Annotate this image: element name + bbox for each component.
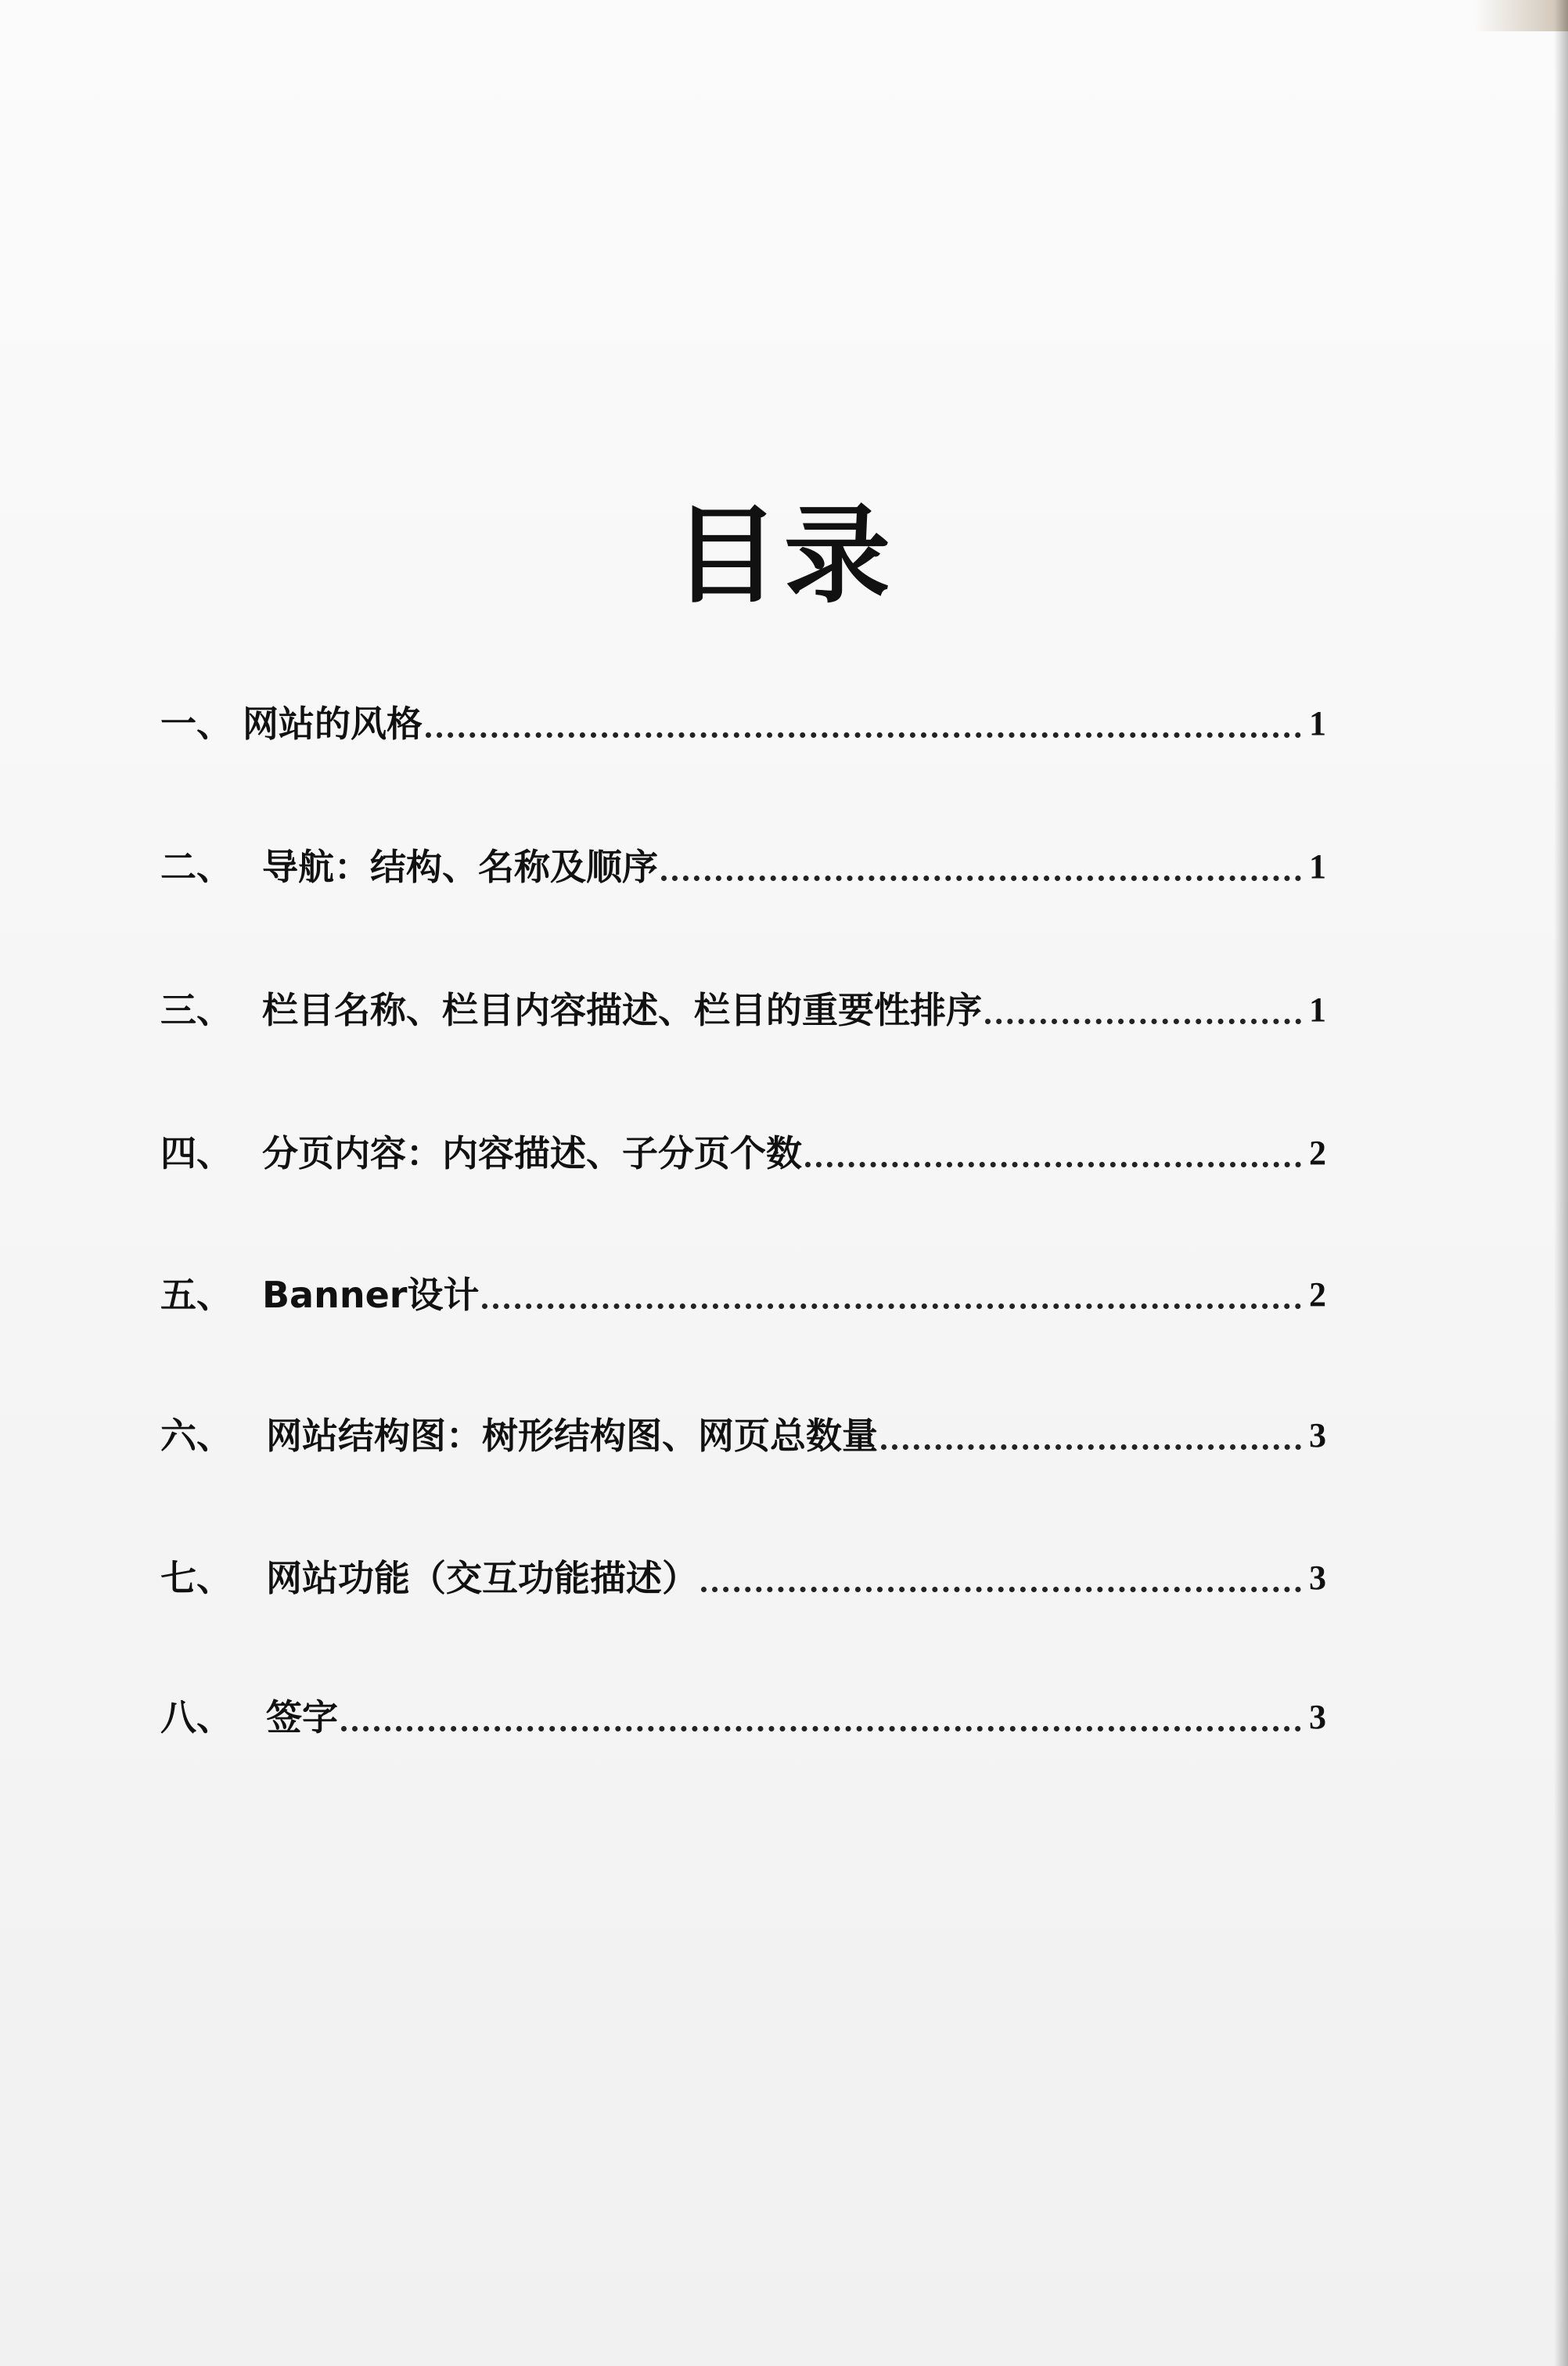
toc-entry-text: 网站结构图：树形结构图、网页总数量	[266, 1415, 878, 1457]
toc-entry-text: 分页内容：内容描述、子分页个数	[262, 1132, 802, 1174]
toc-entry-text: 设计	[407, 1274, 480, 1316]
toc-entry-number: 八、	[160, 1696, 232, 1739]
toc-entry-8[interactable]	[160, 1678, 1326, 1741]
toc-entry-number: 三、	[160, 989, 232, 1031]
toc-entry-page: 1	[1309, 991, 1326, 1029]
toc-entry-1[interactable]	[160, 685, 1326, 747]
dot-leader	[426, 732, 1301, 738]
toc-entry-number: 一、	[160, 703, 232, 745]
dot-leader	[985, 1019, 1301, 1024]
toc-entry-number: 六、	[160, 1415, 232, 1457]
toc-entry-page: 2	[1309, 1275, 1326, 1314]
toc-entry-2[interactable]	[160, 828, 1326, 890]
toc-entry-text: 签字	[266, 1696, 338, 1739]
dot-leader	[661, 876, 1301, 881]
toc-entry-page: 3	[1309, 1698, 1326, 1736]
toc-title: 目录	[673, 493, 895, 618]
dot-leader	[701, 1587, 1301, 1592]
toc-entry-7[interactable]	[160, 1539, 1326, 1602]
dot-leader	[341, 1726, 1301, 1731]
dot-leader	[881, 1444, 1301, 1450]
toc-entry-text: 网站功能（交互功能描述）	[266, 1557, 698, 1599]
toc-entry-number: 四、	[160, 1132, 232, 1174]
page-edge-shadow	[1554, 0, 1568, 2366]
toc-entry-number: 二、	[160, 846, 232, 888]
toc-entry-number: 五、	[160, 1274, 232, 1316]
toc-entry-6[interactable]	[160, 1397, 1326, 1459]
toc-entry-text-latin: Banner	[262, 1274, 408, 1316]
toc-entry-page: 3	[1309, 1416, 1326, 1454]
toc-entry-text: 网站的风格	[243, 703, 423, 745]
toc-entry-page: 2	[1309, 1134, 1326, 1172]
dot-leader	[805, 1162, 1301, 1167]
toc-entry-page: 1	[1309, 847, 1326, 886]
toc-entry-page: 1	[1309, 704, 1326, 743]
toc-entry-page: 3	[1309, 1559, 1326, 1597]
toc-entry-text: 栏目名称、栏目内容描述、栏目的重要性排序	[262, 989, 982, 1031]
toc-entry-number: 七、	[160, 1557, 232, 1599]
toc-entry-3[interactable]	[160, 971, 1326, 1034]
toc-entry-4[interactable]	[160, 1114, 1326, 1177]
toc-entry-5[interactable]	[160, 1256, 1326, 1318]
dot-leader	[482, 1303, 1301, 1309]
toc-entry-text: 导航：结构、名称及顺序	[262, 846, 658, 888]
